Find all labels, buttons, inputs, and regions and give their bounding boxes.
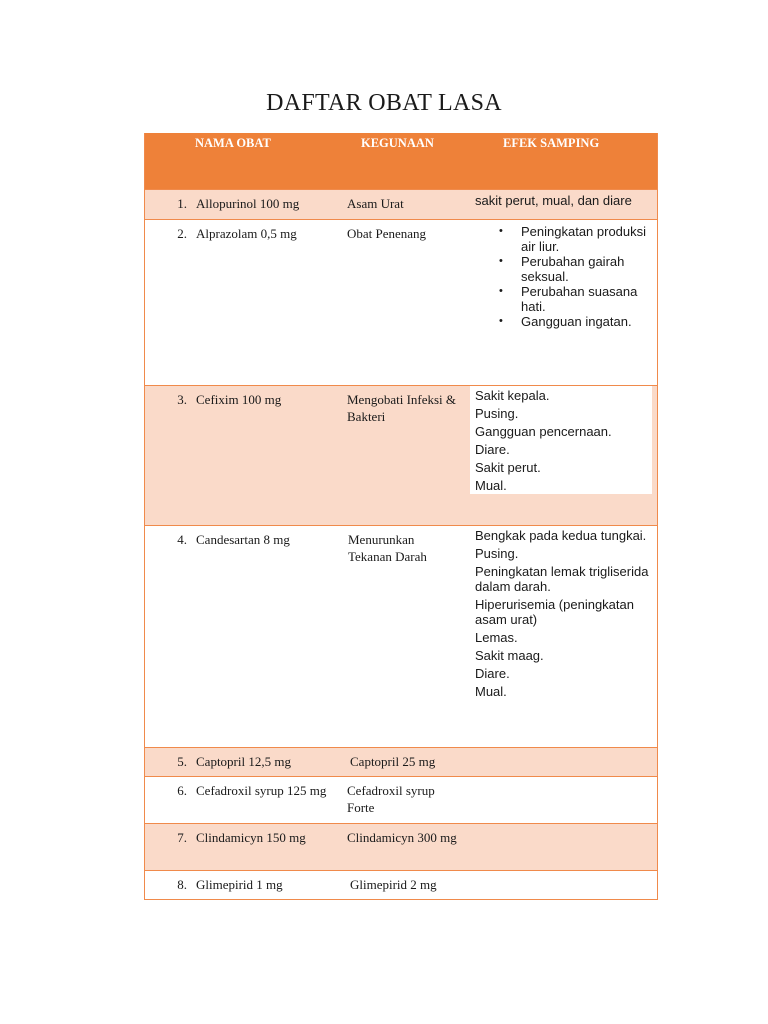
row-number: 3.: [177, 392, 187, 407]
drug-use: Captopril 25 mg: [350, 754, 436, 769]
header-nama-obat: NAMA OBAT: [195, 136, 271, 150]
page-title: DAFTAR OBAT LASA: [266, 90, 502, 116]
side-effects-list: [475, 224, 651, 329]
row-number: 8.: [177, 877, 187, 892]
list-item: Diare.: [475, 442, 510, 457]
drug-use: Glimepirid 2 mg: [350, 877, 437, 892]
table-row: [145, 525, 657, 747]
drug-name: Allopurinol 100 mg: [196, 196, 300, 211]
drug-name: Captopril 12,5 mg: [196, 754, 291, 769]
row-number: 7.: [177, 830, 187, 845]
table-header: [145, 133, 657, 189]
list-item: Mual.: [475, 684, 507, 699]
table-row: [145, 385, 657, 525]
header-kegunaan: KEGUNAAN: [361, 136, 434, 150]
list-item: Bengkak pada kedua tungkai.: [475, 528, 647, 543]
list-item: Pusing.: [475, 406, 519, 421]
drug-table: [144, 133, 658, 900]
drug-use: Mengobati Infeksi & Bakteri: [347, 392, 457, 424]
list-item: Sakit maag.: [475, 648, 544, 663]
list-item: Diare.: [475, 666, 510, 681]
drug-use: Asam Urat: [347, 196, 404, 211]
drug-use: Obat Penenang: [347, 226, 427, 241]
list-item: Peningkatan lemak trigliserida dalam darah.: [475, 564, 649, 594]
list-item: • Peningkatan produksi air liur.: [475, 224, 651, 254]
drug-use: Clindamicyn 300 mg: [347, 830, 457, 845]
list-item: Mual.: [475, 478, 507, 493]
drug-name: Glimepirid 1 mg: [196, 877, 283, 892]
row-number: 2.: [177, 226, 187, 241]
drug-use: Cefadroxil syrup Forte: [347, 783, 435, 815]
table-row: [145, 747, 657, 776]
drug-name: Candesartan 8 mg: [196, 532, 290, 547]
drug-name: Cefixim 100 mg: [196, 392, 282, 407]
row-number: 1.: [177, 196, 187, 211]
list-item: Hiperurisemia (peningkatan asam urat): [475, 597, 634, 627]
drug-use: Menurunkan Tekanan Darah: [348, 532, 427, 564]
list-item: • Gangguan ingatan.: [475, 314, 651, 329]
table-row: [145, 776, 657, 823]
list-item: Sakit kepala.: [475, 388, 550, 403]
drug-name: Alprazolam 0,5 mg: [196, 226, 297, 241]
row-number: 5.: [177, 754, 187, 769]
drug-name: Cefadroxil syrup 125 mg: [196, 783, 327, 798]
row-number: 6.: [177, 783, 187, 798]
table-row: [145, 823, 657, 870]
table-row: [145, 219, 657, 385]
side-effects-list: [475, 528, 651, 702]
table-row: [145, 189, 657, 219]
list-item: Sakit perut.: [475, 460, 541, 475]
side-effects-list: [475, 388, 651, 496]
list-item: Pusing.: [475, 546, 519, 561]
list-item: • Perubahan suasana hati.: [475, 284, 651, 314]
table-row: [145, 870, 657, 899]
list-item: • Perubahan gairah seksual.: [475, 254, 651, 284]
list-item: Lemas.: [475, 630, 518, 645]
header-efek-samping: EFEK SAMPING: [503, 136, 600, 150]
drug-name: Clindamicyn 150 mg: [196, 830, 306, 845]
side-effects: sakit perut, mual, dan diare: [475, 193, 632, 208]
list-item: Gangguan pencernaan.: [475, 424, 612, 439]
row-number: 4.: [177, 532, 187, 547]
